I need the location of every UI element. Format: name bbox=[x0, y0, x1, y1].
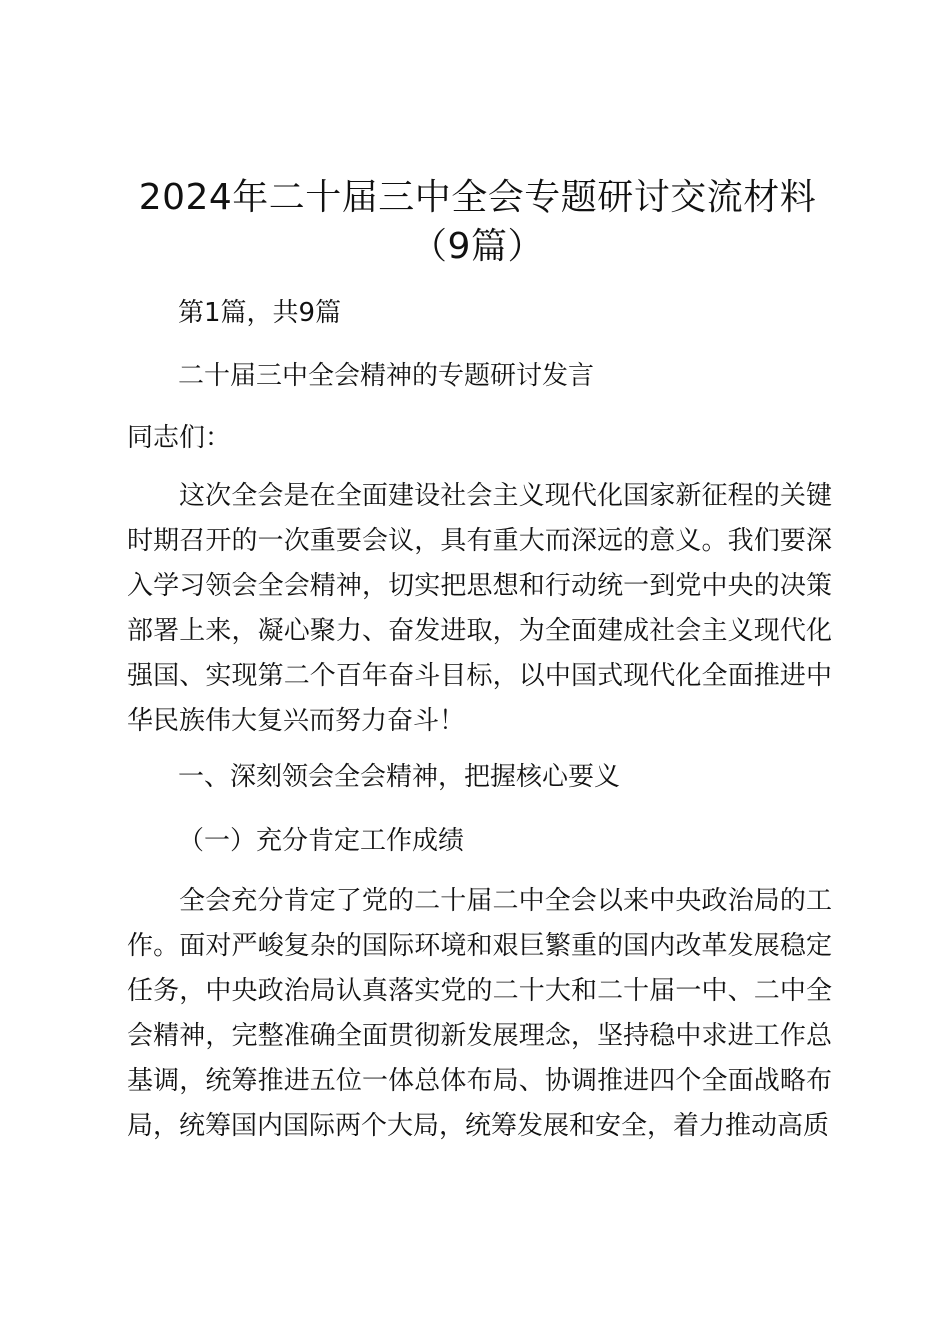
body-paragraph-2: 全会充分肯定了党的二十届二中全会以来中央政治局的工作。面对严峻复杂的国际环境和艰巨繁重的国内改革发展稳定任务，中央政治局认真落实党的二十大和二十届一中、二中全会精神，完整准确全面贯彻新发展理念，坚持稳中求进工作总基调，统筹推进五位一体总体布局、协调推进四个全面战略布局，统筹国内国际两个大局，统筹发展和安全，着力推动高质 bbox=[127, 886, 832, 1141]
body-paragraph-1: 这次全会是在全面建设社会主义现代化国家新征程的关键时期召开的一次重要会议，具有重大而深远的意义。我们要深入学习领会全会精神，切实把思想和行动统一到党中央的决策部署上来，凝心聚力、奋发进取，为全面建成社会主义现代化强国、实现第二个百年奋斗目标，以中国式现代化全面推进中华民族伟大复兴而努力奋斗！ bbox=[127, 481, 832, 736]
section-label: 第1篇，共9篇 bbox=[178, 298, 342, 328]
section-heading-1: 一、深刻领会全会精神，把握核心要义 bbox=[178, 762, 621, 792]
salutation: 同志们： bbox=[127, 423, 232, 453]
document-title-line2: （9篇） bbox=[411, 226, 544, 267]
document-title-line1: 2024年二十届三中全会专题研讨交流材料 bbox=[138, 177, 817, 218]
speech-title: 二十届三中全会精神的专题研讨发言 bbox=[178, 361, 595, 391]
subsection-heading-1: （一）充分肯定工作成绩 bbox=[178, 826, 465, 856]
